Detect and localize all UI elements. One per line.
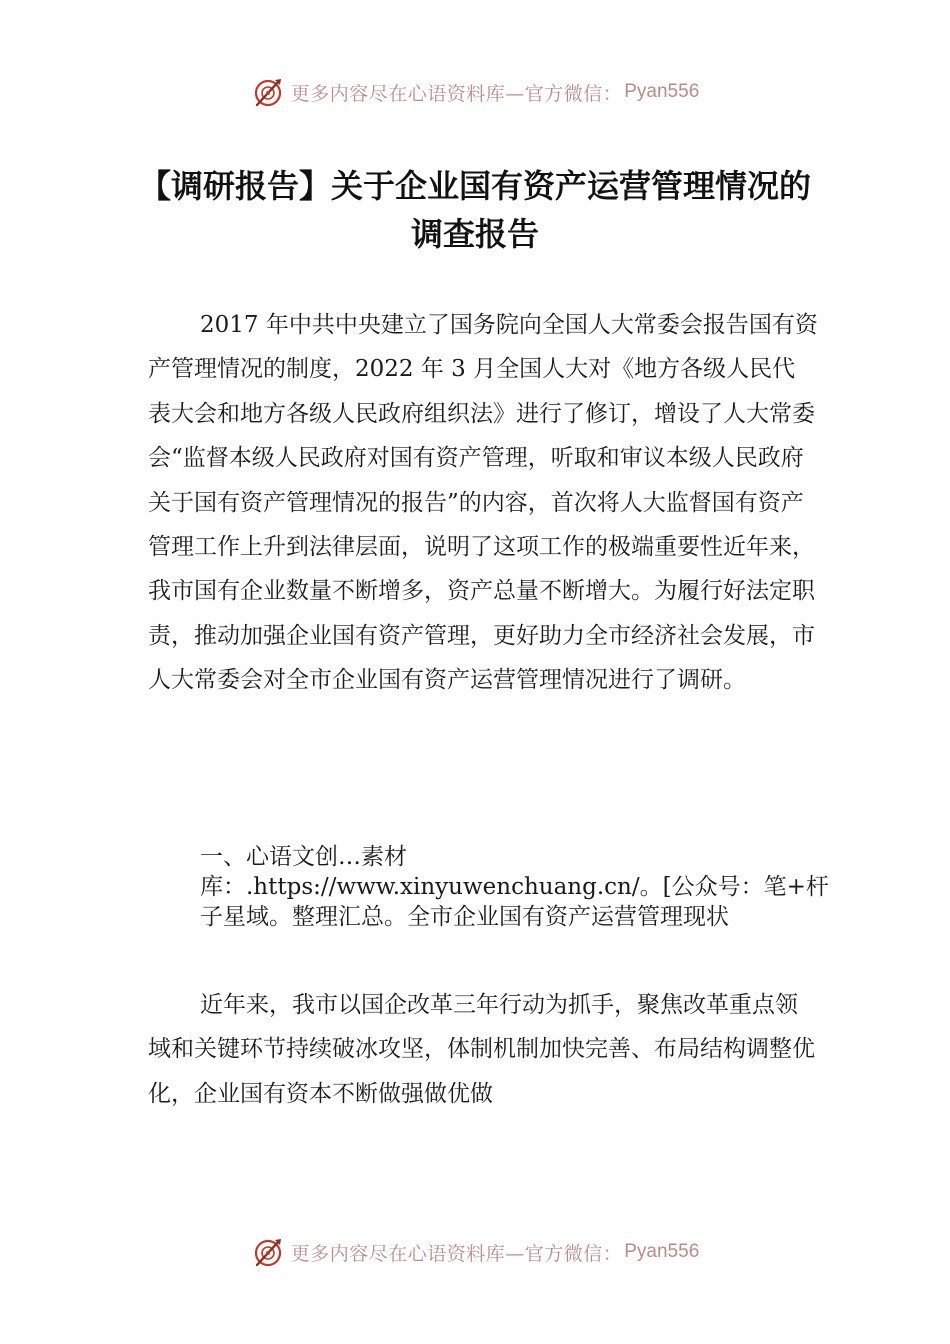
brand-logo-icon <box>251 1235 285 1269</box>
banner-wechat-id: Pyan556 <box>624 1241 700 1262</box>
document-title: 【调研报告】关于企业国有资产运营管理情况的调查报告 <box>138 167 811 253</box>
brand-logo-icon <box>251 75 285 109</box>
paragraph-text: 2017 年中共中央建立了国务院向全国人大常委会报告国有资产管理情况的制度，2022 年 3 月全国人大对《地方各级人民代表大会和地方各级人民政府组织法》进行了修订，增设了人大常委会“监督本级人民政府对国有资产管理，听取和审议本级人民政府关于国有资产管理情况的报告”的内容，首次将人大监督国有资产管理工作上升到法律层面，说明了这项工作的极端重要性近年来，我市国有企业数量不断增多，资产总量不断增大。为履行好法定职责，推动加强企业国有资产管理，更好助力全市经济社会发展，市人大常委会对全市企业国有资产运营管理情况进行了调研。 <box>148 312 818 694</box>
section-heading: 一、心语文创…素材库：.https://www.xinyuwenchuang.cn/。[公众号：笔+杆子星域。整理汇总。全市企业国有资产运营管理现状 <box>200 844 829 930</box>
body-paragraph <box>148 303 818 703</box>
banner-text: 更多内容尽在心语资料库—官方微信： <box>290 1242 623 1265</box>
banner-text: 更多内容尽在心语资料库—官方微信： <box>290 82 623 105</box>
body-paragraph <box>148 983 818 1116</box>
paragraph-text: 近年来，我市以国企改革三年行动为抓手，聚焦改革重点领域和关键环节持续破冰攻坚，体制机制加快完善、布局结构调整优化，企业国有资本不断做强做优做 <box>148 992 815 1107</box>
footer-banner <box>0 1232 950 1272</box>
header-banner <box>0 72 950 112</box>
banner-wechat-id: Pyan556 <box>624 81 700 102</box>
